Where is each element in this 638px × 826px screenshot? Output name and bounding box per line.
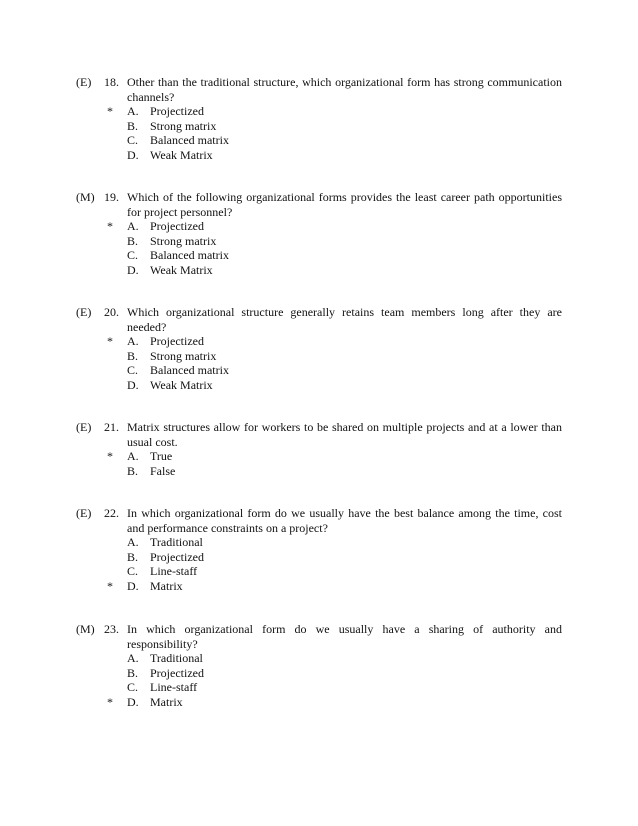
option-text: Strong matrix (150, 348, 217, 363)
option-letter: B. (127, 463, 139, 478)
option-letter: C. (127, 248, 139, 262)
correct-answer-marker: * (107, 219, 113, 233)
option-text: Balanced matrix (150, 363, 229, 377)
answer-option (0, 695, 638, 710)
option-letter: A. (127, 651, 139, 665)
option-letter: D. (127, 578, 139, 593)
difficulty-label: (M) (76, 622, 95, 636)
question-number: 22. (104, 506, 119, 520)
question-stem: Which of the following organizational forms provides the least career path opportunities for project personnel? (127, 190, 562, 219)
option-text: Projectized (150, 219, 204, 233)
answer-option (0, 234, 638, 249)
option-text: Weak Matrix (150, 147, 213, 162)
option-letter: A. (127, 449, 139, 463)
option-text: True (150, 449, 173, 463)
question-number: 20. (104, 305, 119, 319)
option-text: Projectized (150, 549, 204, 564)
answer-option (0, 349, 638, 364)
question-stem: Other than the traditional structure, which organizational form has strong communication channels? (127, 75, 562, 104)
option-text: Projectized (150, 104, 204, 118)
question-stem: In which organizational form do we usually have a sharing of authority and responsibility? (127, 622, 562, 651)
question-number: 18. (104, 75, 119, 89)
difficulty-label: (E) (76, 305, 92, 319)
option-letter: B. (127, 233, 139, 248)
option-letter: D. (127, 694, 139, 709)
answer-option (0, 564, 638, 579)
answer-option (0, 119, 638, 134)
answer-option (0, 666, 638, 681)
answer-option (0, 651, 638, 666)
question-stem: In which organizational form do we usually have the best balance among the time, cost and performance constraints on a project? (127, 506, 562, 535)
option-text: Traditional (150, 651, 203, 665)
answer-option (0, 680, 638, 695)
option-text: Line-staff (150, 564, 198, 578)
answer-option (0, 535, 638, 550)
correct-answer-marker: * (107, 449, 113, 463)
question-number: 21. (104, 420, 119, 434)
option-text: Projectized (150, 334, 204, 348)
option-text: Matrix (150, 578, 183, 593)
option-letter: B. (127, 665, 139, 680)
option-letter: C. (127, 133, 139, 147)
option-letter: A. (127, 334, 139, 348)
answer-option (0, 104, 638, 119)
answer-option (0, 449, 638, 464)
option-text: Strong matrix (150, 233, 217, 248)
question-stem: Matrix structures allow for workers to be shared on multiple projects and at a lower than usual cost. (127, 420, 562, 449)
answer-option (0, 133, 638, 148)
answer-option (0, 248, 638, 263)
difficulty-label: (E) (76, 420, 92, 434)
correct-answer-marker: * (107, 334, 113, 348)
option-letter: B. (127, 549, 139, 564)
option-text: Projectized (150, 665, 204, 680)
option-letter: C. (127, 680, 139, 694)
answer-option (0, 148, 638, 163)
option-letter: C. (127, 564, 139, 578)
option-text: Balanced matrix (150, 133, 229, 147)
option-text: Strong matrix (150, 118, 217, 133)
answer-option (0, 219, 638, 234)
difficulty-label: (E) (76, 75, 92, 89)
option-letter: A. (127, 104, 139, 118)
question-number: 23. (104, 622, 119, 636)
option-text: Weak Matrix (150, 377, 213, 392)
option-letter: A. (127, 535, 139, 549)
answer-option (0, 579, 638, 594)
difficulty-label: (M) (76, 190, 95, 204)
option-letter: A. (127, 219, 139, 233)
answer-option (0, 363, 638, 378)
option-letter: C. (127, 363, 139, 377)
answer-option (0, 464, 638, 479)
answer-option (0, 263, 638, 278)
answer-option (0, 550, 638, 565)
option-text: Line-staff (150, 680, 198, 694)
option-letter: B. (127, 118, 139, 133)
question-stem: Which organizational structure generally retains team members long after they are needed? (127, 305, 562, 334)
correct-answer-marker: * (107, 104, 113, 118)
answer-option (0, 378, 638, 393)
option-letter: D. (127, 262, 139, 277)
option-letter: D. (127, 377, 139, 392)
option-text: Matrix (150, 694, 183, 709)
option-text: Traditional (150, 535, 203, 549)
difficulty-label: (E) (76, 506, 92, 520)
option-text: Balanced matrix (150, 248, 229, 262)
option-letter: D. (127, 147, 139, 162)
option-letter: B. (127, 348, 139, 363)
option-text: Weak Matrix (150, 262, 213, 277)
option-text: False (150, 463, 176, 478)
answer-option (0, 334, 638, 349)
correct-answer-marker: * (107, 578, 113, 593)
correct-answer-marker: * (107, 694, 113, 709)
question-number: 19. (104, 190, 119, 204)
